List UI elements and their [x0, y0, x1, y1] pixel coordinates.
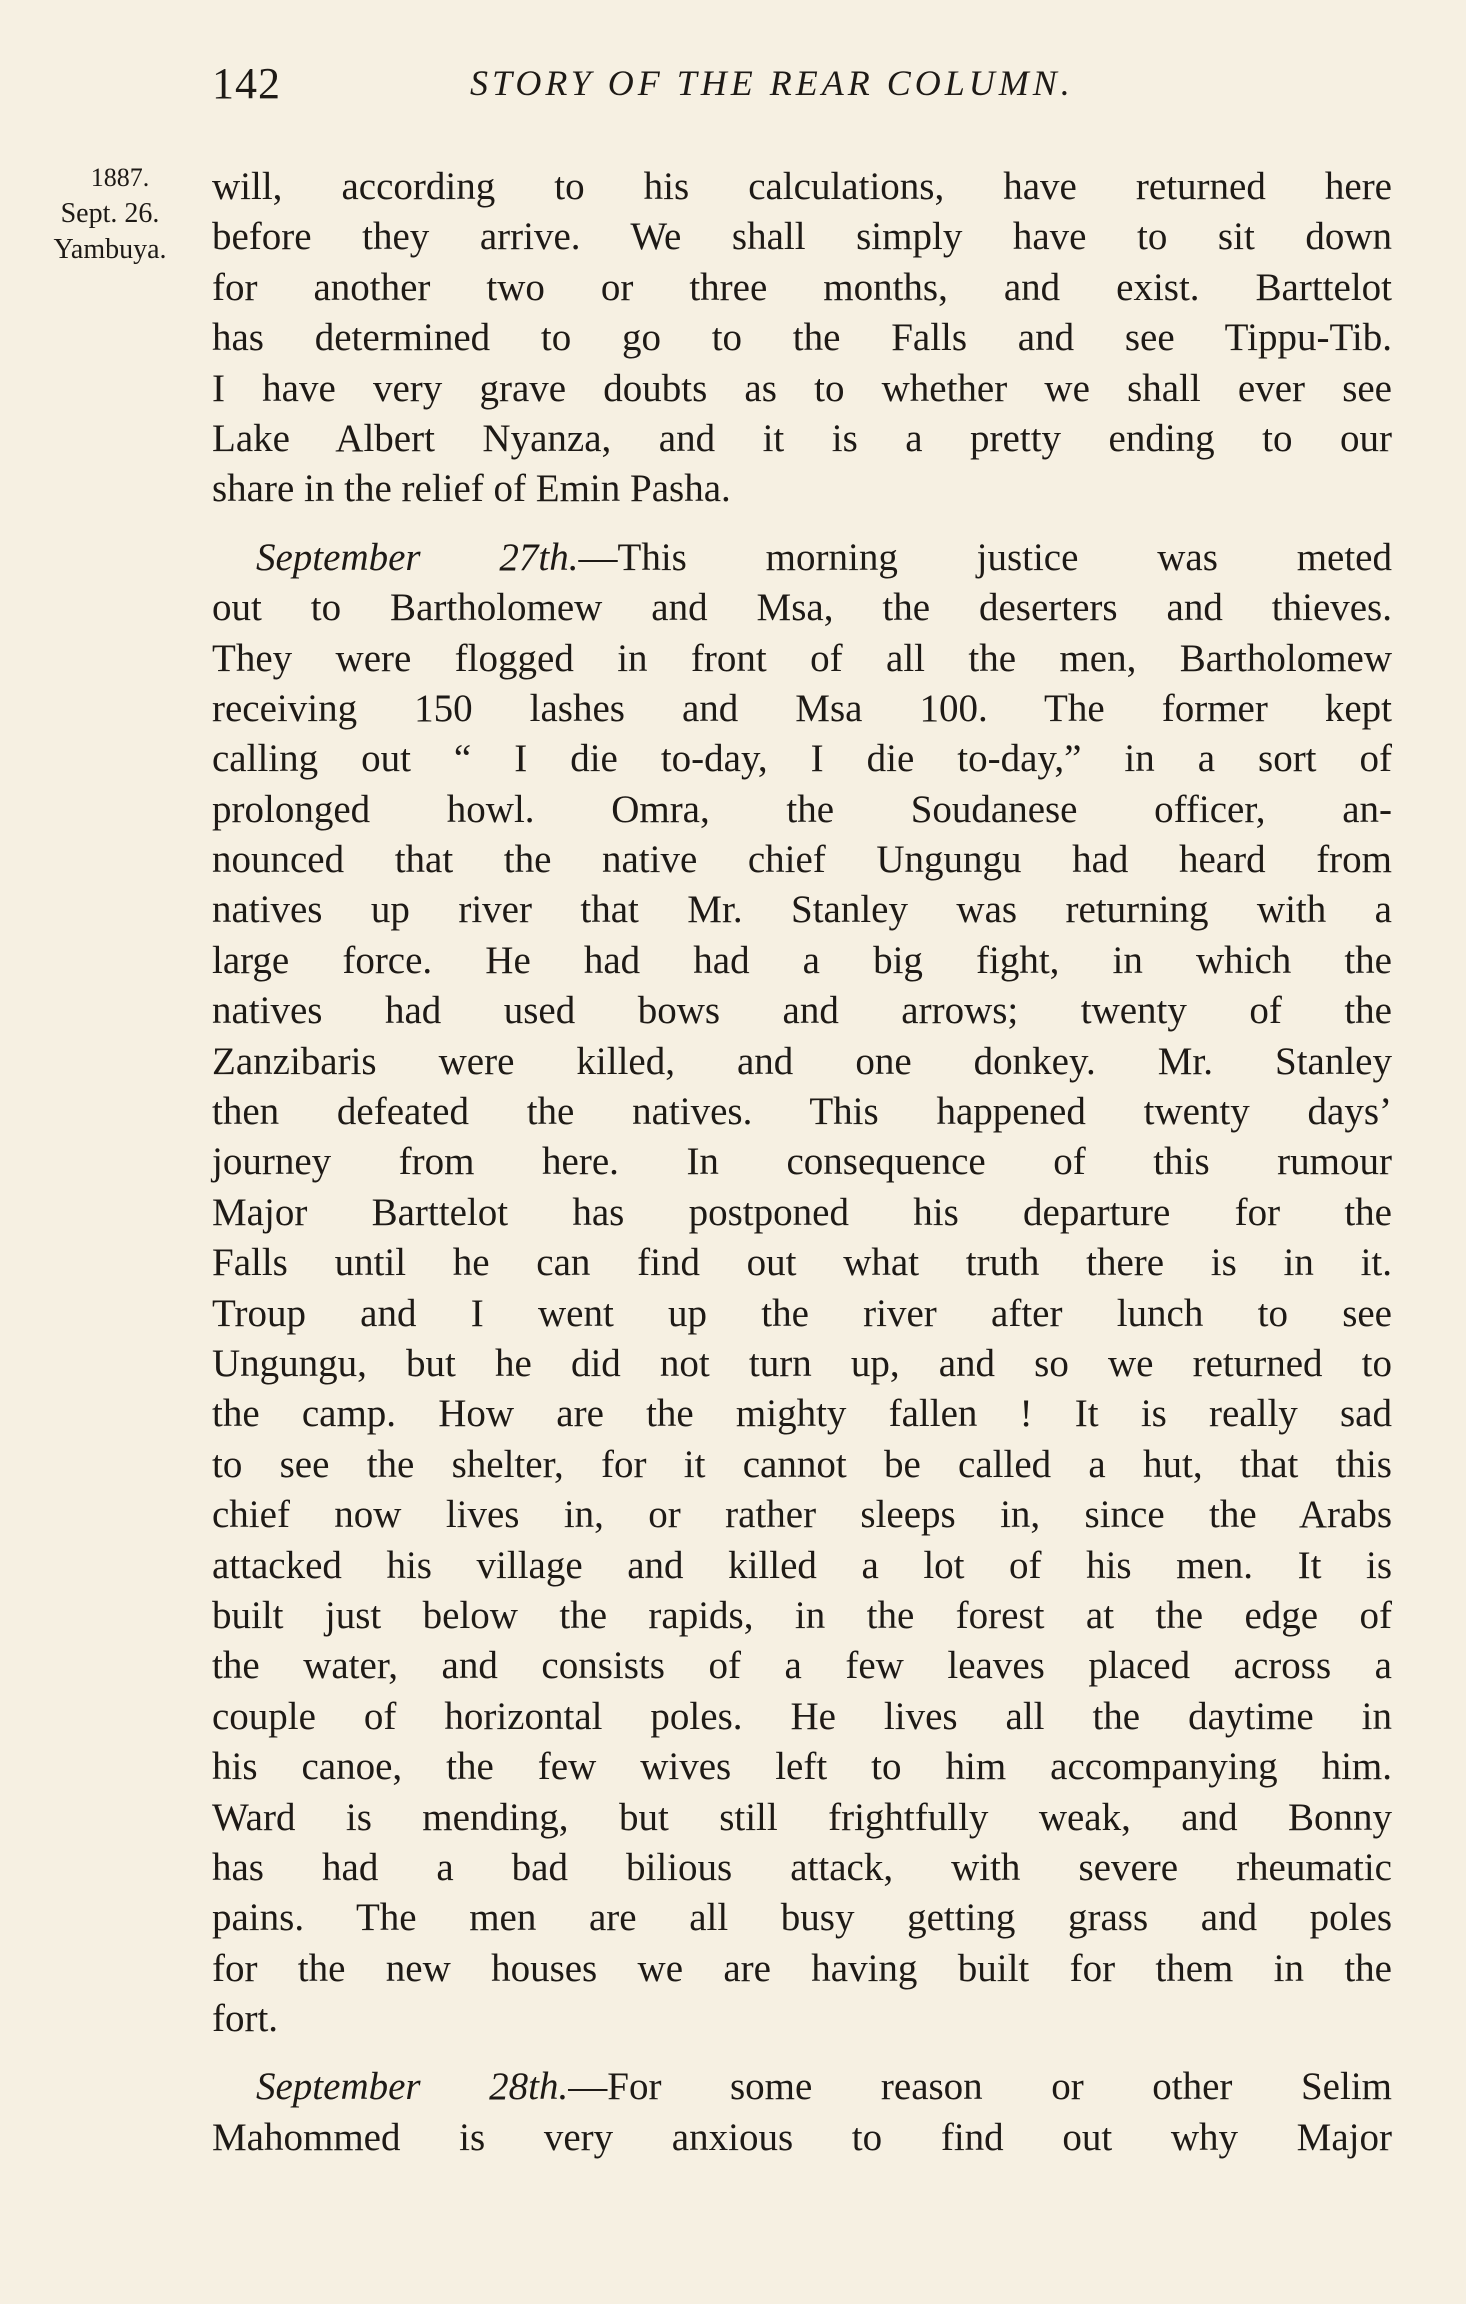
text-fragment: —For some reason or other Selim	[568, 2065, 1392, 2109]
text-line: Ungungu, but he did not turn up, and so we returned to	[212, 1341, 1392, 1385]
text-line: his canoe, the few wives left to him accompanying him.	[212, 1745, 1392, 1789]
text-line: then defeated the natives. This happened twenty days’	[212, 1090, 1392, 1134]
text-line: couple of horizontal poles. He lives all the daytime in	[212, 1694, 1392, 1738]
text-line: receiving 150 lashes and Msa 100. The former kept	[212, 686, 1392, 730]
text-line: calling out “ I die to-day, I die to-day,” in a sort of	[212, 737, 1392, 781]
running-head: STORY OF THE REAR COLUMN.	[470, 63, 1074, 103]
text-line: to see the shelter, for it cannot be called a hut, that this	[212, 1442, 1392, 1486]
text-line: chief now lives in, or rather sleeps in, since the Arabs	[212, 1493, 1392, 1537]
text-fragment: —This morning justice was meted	[578, 535, 1392, 579]
margin-note-year: 1887.	[90, 163, 150, 192]
paragraph	[212, 162, 1392, 515]
margin-note-date: Sept. 26.	[60, 198, 160, 229]
text-line: They were flogged in front of all the men, Bartholomew	[212, 636, 1392, 680]
margin-note	[30, 160, 190, 268]
text-line: the water, and consists of a few leaves placed across a	[212, 1644, 1392, 1688]
text-line: out to Bartholomew and Msa, the deserters and thieves.	[212, 586, 1392, 630]
text-line: Troup and I went up the river after lunch to see	[212, 1291, 1392, 1335]
page-number: 142	[212, 59, 281, 108]
text-line: for another two or three months, and exist. Barttelot	[212, 265, 1392, 309]
text-line: prolonged howl. Omra, the Soudanese officer, an-	[212, 787, 1392, 831]
text-line: large force. He had had a big fight, in which the	[212, 938, 1392, 982]
text-line: before they arrive. We shall simply have to sit down	[212, 215, 1392, 259]
text-line: has had a bad bilious attack, with severe rheumatic	[212, 1845, 1392, 1889]
text-line	[212, 533, 1392, 583]
text-line: will, according to his calculations, have returned here	[212, 165, 1392, 208]
text-line: built just below the rapids, in the forest at the edge of	[212, 1593, 1392, 1637]
text-line: Lake Albert Nyanza, and it is a pretty ending to our	[212, 416, 1392, 460]
body-text	[212, 162, 1392, 2163]
entry-date: September 27th.	[256, 535, 579, 579]
text-line: natives had used bows and arrows; twenty of the	[212, 989, 1392, 1033]
entry-date: September 28th.	[256, 2065, 569, 2109]
text-line: has determined to go to the Falls and see Tippu-Tib.	[212, 316, 1392, 360]
margin-note-place: Yambuya.	[53, 234, 167, 265]
text-line: fort.	[212, 1997, 279, 2041]
text-line: Major Barttelot has postponed his departure for the	[212, 1190, 1392, 1234]
text-line: journey from here. In consequence of this rumour	[212, 1140, 1392, 1184]
text-line: Falls until he can find out what truth there is in it.	[212, 1241, 1392, 1285]
paragraph	[212, 2062, 1392, 2163]
paragraph	[212, 533, 1392, 2045]
text-line: I have very grave doubts as to whether we shall ever see	[212, 366, 1392, 410]
text-line: Ward is mending, but still frightfully weak, and Bonny	[212, 1795, 1392, 1839]
text-line: Mahommed is very anxious to find out why Major	[212, 2115, 1392, 2159]
text-line: attacked his village and killed a lot of his men. It is	[212, 1543, 1392, 1587]
text-line: nounced that the native chief Ungungu had heard from	[212, 838, 1392, 882]
text-line	[212, 2062, 1392, 2112]
text-line: natives up river that Mr. Stanley was returning with a	[212, 888, 1392, 932]
text-line: the camp. How are the mighty fallen ! It is really sad	[212, 1392, 1392, 1436]
text-line: share in the relief of Emin Pasha.	[212, 467, 731, 511]
text-line: pains. The men are all busy getting grass and poles	[212, 1896, 1392, 1940]
text-line: Zanzibaris were killed, and one donkey. Mr. Stanley	[212, 1039, 1392, 1083]
text-line: for the new houses we are having built for them in the	[212, 1946, 1392, 1990]
